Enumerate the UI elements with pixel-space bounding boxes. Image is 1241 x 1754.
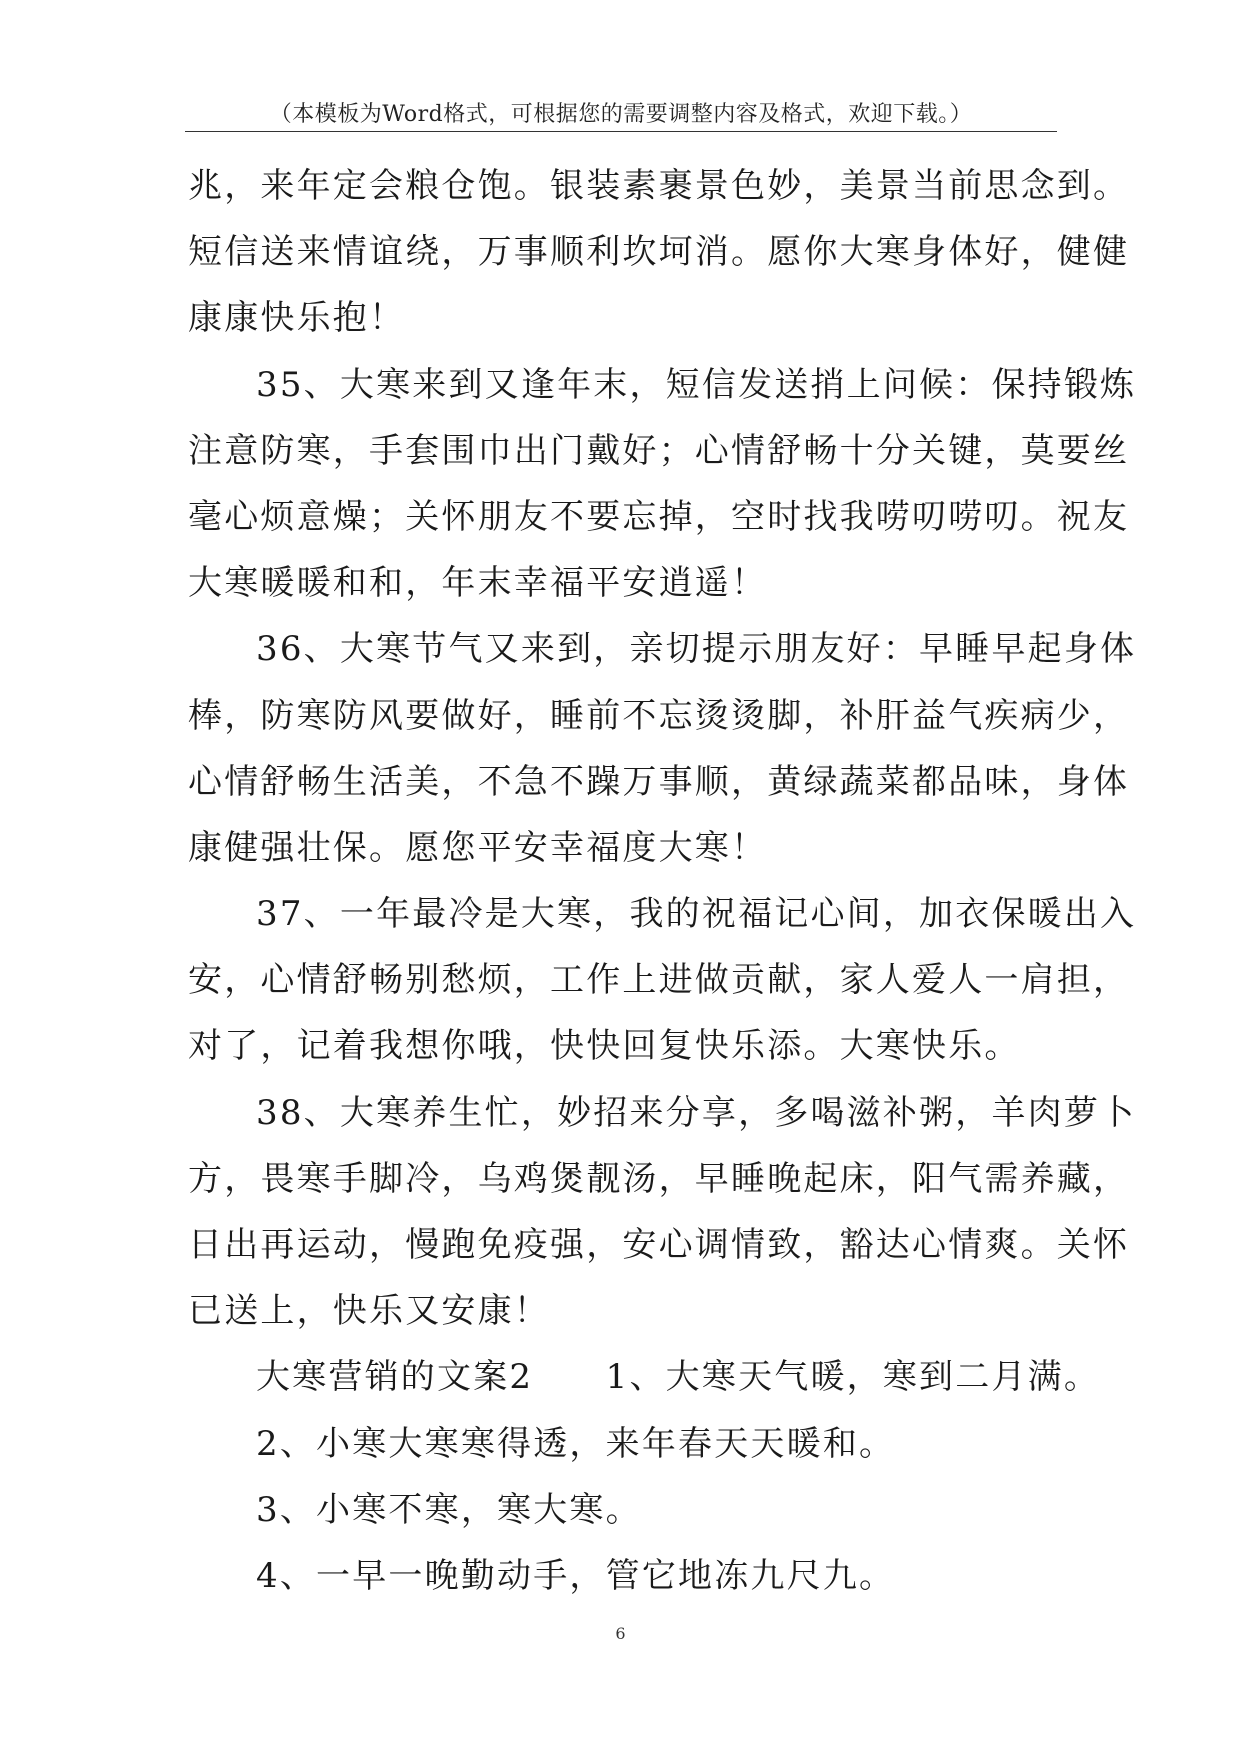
header-divider	[185, 131, 1057, 132]
text-line: 方，畏寒手脚冷，乌鸡煲靓汤，早睡晚起床，阳气需养藏，	[188, 1158, 1130, 1199]
paragraph-start-38: 38、大寒养生忙，妙招来分享，多喝滋补粥，羊肉萝卜	[256, 1092, 1137, 1133]
paragraph-start-36: 36、大寒节气又来到，亲切提示朋友好：早睡早起身体	[256, 629, 1137, 670]
section-heading-line: 大寒营销的文案2 1、大寒天气暖，寒到二月满。	[256, 1357, 1101, 1398]
list-item: 4、一早一晚勤动手，管它地冻九尺九。	[256, 1555, 896, 1596]
text-line: 康康快乐抱！	[188, 298, 406, 339]
text-line: 棒，防寒防风要做好，睡前不忘烫烫脚，补肝益气疾病少，	[188, 695, 1130, 736]
text-line: 康健强壮保。愿您平安幸福度大寒！	[188, 827, 768, 868]
text-line: 短信送来情谊绕，万事顺利坎坷消。愿你大寒身体好，健健	[188, 232, 1130, 273]
text-line: 安，心情舒畅别愁烦，工作上进做贡献，家人爱人一肩担，	[188, 960, 1130, 1001]
text-line: 对了，记着我想你哦，快快回复快乐添。大寒快乐。	[188, 1026, 1021, 1067]
list-item: 2、小寒大寒寒得透，来年春天天暖和。	[256, 1423, 896, 1464]
text-line: 大寒暖暖和和，年末幸福平安逍遥！	[188, 563, 768, 604]
text-line: 注意防寒，手套围巾出门戴好；心情舒畅十分关键，莫要丝	[188, 430, 1130, 471]
template-note: （本模板为Word格式，可根据您的需要调整内容及格式，欢迎下载。）	[269, 102, 973, 127]
text-line: 已送上，快乐又安康！	[188, 1291, 550, 1332]
paragraph-start-35: 35、大寒来到又逢年末，短信发送捎上问候：保持锻炼	[256, 364, 1137, 405]
page-number: 6	[615, 1624, 626, 1643]
document-body	[188, 153, 1137, 1609]
text-line: 毫心烦意燥；关怀朋友不要忘掉，空时找我唠叨唠叨。祝友	[188, 496, 1130, 537]
paragraph-start-37: 37、一年最冷是大寒，我的祝福记心间，加衣保暖出入	[256, 894, 1137, 935]
list-item: 3、小寒不寒，寒大寒。	[256, 1489, 642, 1530]
text-line: 日出再运动，慢跑免疫强，安心调情致，豁达心情爽。关怀	[188, 1225, 1130, 1265]
text-line: 兆，来年定会粮仓饱。银装素裹景色妙，美景当前思念到。	[188, 166, 1130, 206]
text-line: 心情舒畅生活美，不急不躁万事顺，黄绿蔬菜都品味，身体	[188, 761, 1130, 802]
